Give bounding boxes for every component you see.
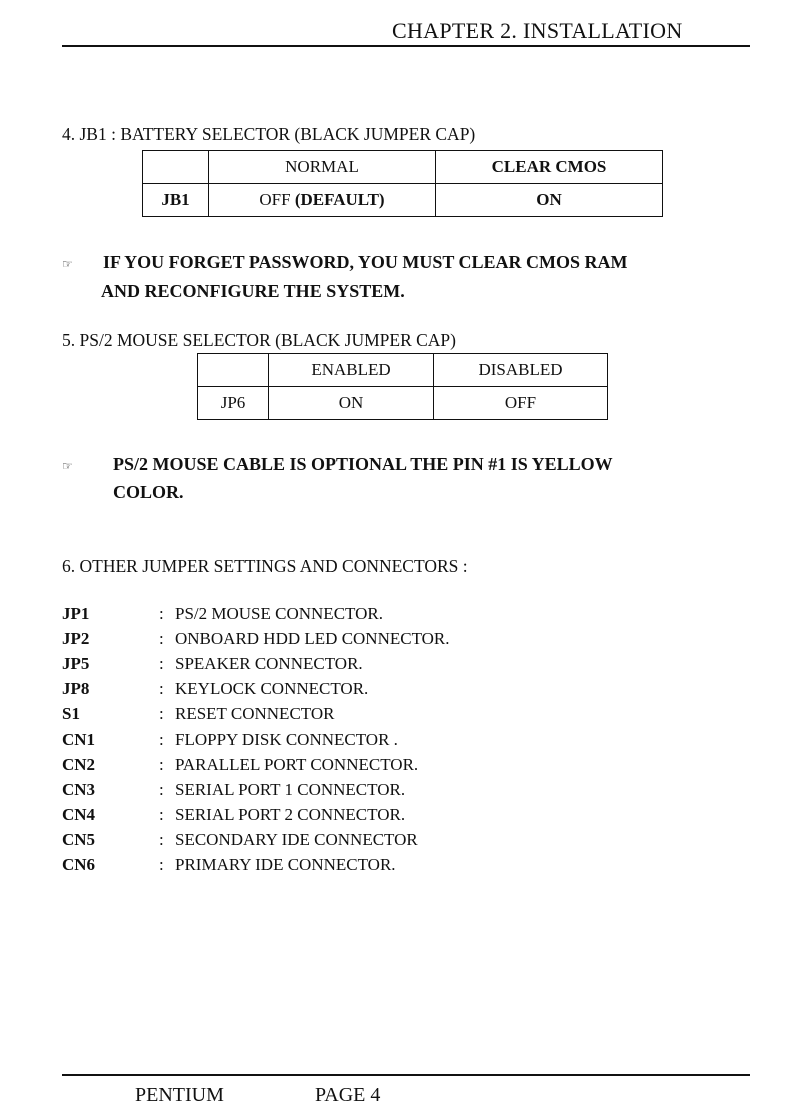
- connector-key: CN2: [62, 755, 96, 774]
- connector-desc: ONBOARD HDD LED CONNECTOR.: [175, 629, 450, 648]
- colon: :: [159, 654, 164, 673]
- footer-page-number: PAGE 4: [315, 1084, 381, 1106]
- connector-desc: KEYLOCK CONNECTOR.: [175, 679, 369, 698]
- header-clear-cmos: CLEAR CMOS: [436, 151, 663, 184]
- connector-key: JP5: [62, 654, 90, 673]
- header-rule: [62, 45, 750, 47]
- pointing-hand-icon: ☞: [62, 459, 73, 473]
- row-label-jb1: JB1: [143, 184, 209, 217]
- note-clear-cmos-line1: IF YOU FORGET PASSWORD, YOU MUST CLEAR CMOS RAM: [103, 252, 628, 272]
- normal-default: (DEFAULT): [294, 190, 385, 209]
- connector-desc: SPEAKER CONNECTOR.: [175, 654, 363, 673]
- connector-desc: SECONDARY IDE CONNECTOR: [175, 830, 418, 849]
- note-mouse-cable-line1: PS/2 MOUSE CABLE IS OPTIONAL THE PIN #1 IS YELLOW: [113, 454, 613, 474]
- connector-key: JP8: [62, 679, 90, 698]
- battery-selector-table: [142, 150, 663, 217]
- connector-key: S1: [62, 704, 80, 723]
- colon: :: [159, 604, 164, 623]
- connector-desc: SERIAL PORT 2 CONNECTOR.: [175, 805, 406, 824]
- colon: :: [159, 855, 164, 874]
- header-normal: NORMAL: [209, 151, 436, 184]
- cell-enabled-value: ON: [269, 387, 434, 420]
- table-corner-cell: [143, 151, 209, 184]
- cell-clear-value: ON: [436, 184, 663, 217]
- header-enabled: ENABLED: [269, 354, 434, 387]
- section-5-heading: 5. PS/2 MOUSE SELECTOR (BLACK JUMPER CAP): [62, 330, 456, 350]
- table-corner-cell: [198, 354, 269, 387]
- connector-key: JP1: [62, 604, 90, 623]
- colon: :: [159, 805, 164, 824]
- section-4-heading: 4. JB1 : BATTERY SELECTOR (BLACK JUMPER CAP): [62, 124, 476, 144]
- connector-desc: RESET CONNECTOR: [175, 704, 335, 723]
- header-disabled: DISABLED: [434, 354, 608, 387]
- note-clear-cmos: [62, 252, 628, 273]
- colon: :: [159, 830, 164, 849]
- connector-desc: PRIMARY IDE CONNECTOR.: [175, 855, 396, 874]
- normal-off: OFF: [259, 190, 291, 209]
- row-label-jp6: JP6: [198, 387, 269, 420]
- colon: :: [159, 730, 164, 749]
- connector-key: CN3: [62, 780, 96, 799]
- connector-key: CN1: [62, 730, 96, 749]
- connector-desc: FLOPPY DISK CONNECTOR .: [175, 730, 398, 749]
- note-mouse-cable-line2: COLOR.: [113, 482, 184, 502]
- chapter-title: CHAPTER 2. INSTALLATION: [392, 18, 683, 43]
- connector-key: CN4: [62, 805, 96, 824]
- footer-rule: [62, 1074, 750, 1076]
- colon: :: [159, 629, 164, 648]
- pointing-hand-icon: ☞: [62, 257, 73, 271]
- cell-normal-value: [209, 184, 436, 217]
- mouse-selector-table: [197, 353, 608, 420]
- connector-desc: PARALLEL PORT CONNECTOR.: [175, 755, 419, 774]
- connector-key: CN5: [62, 830, 96, 849]
- cell-disabled-value: OFF: [434, 387, 608, 420]
- colon: :: [159, 679, 164, 698]
- connector-desc: PS/2 MOUSE CONNECTOR.: [175, 604, 383, 623]
- note-mouse-cable: [62, 454, 613, 475]
- colon: :: [159, 755, 164, 774]
- connector-key: CN6: [62, 855, 96, 874]
- connector-desc: SERIAL PORT 1 CONNECTOR.: [175, 780, 406, 799]
- connector-key: JP2: [62, 629, 90, 648]
- footer-product: PENTIUM: [135, 1084, 224, 1106]
- note-clear-cmos-line2: AND RECONFIGURE THE SYSTEM.: [101, 281, 405, 301]
- colon: :: [159, 704, 164, 723]
- section-6-heading: 6. OTHER JUMPER SETTINGS AND CONNECTORS :: [62, 556, 468, 576]
- colon: :: [159, 780, 164, 799]
